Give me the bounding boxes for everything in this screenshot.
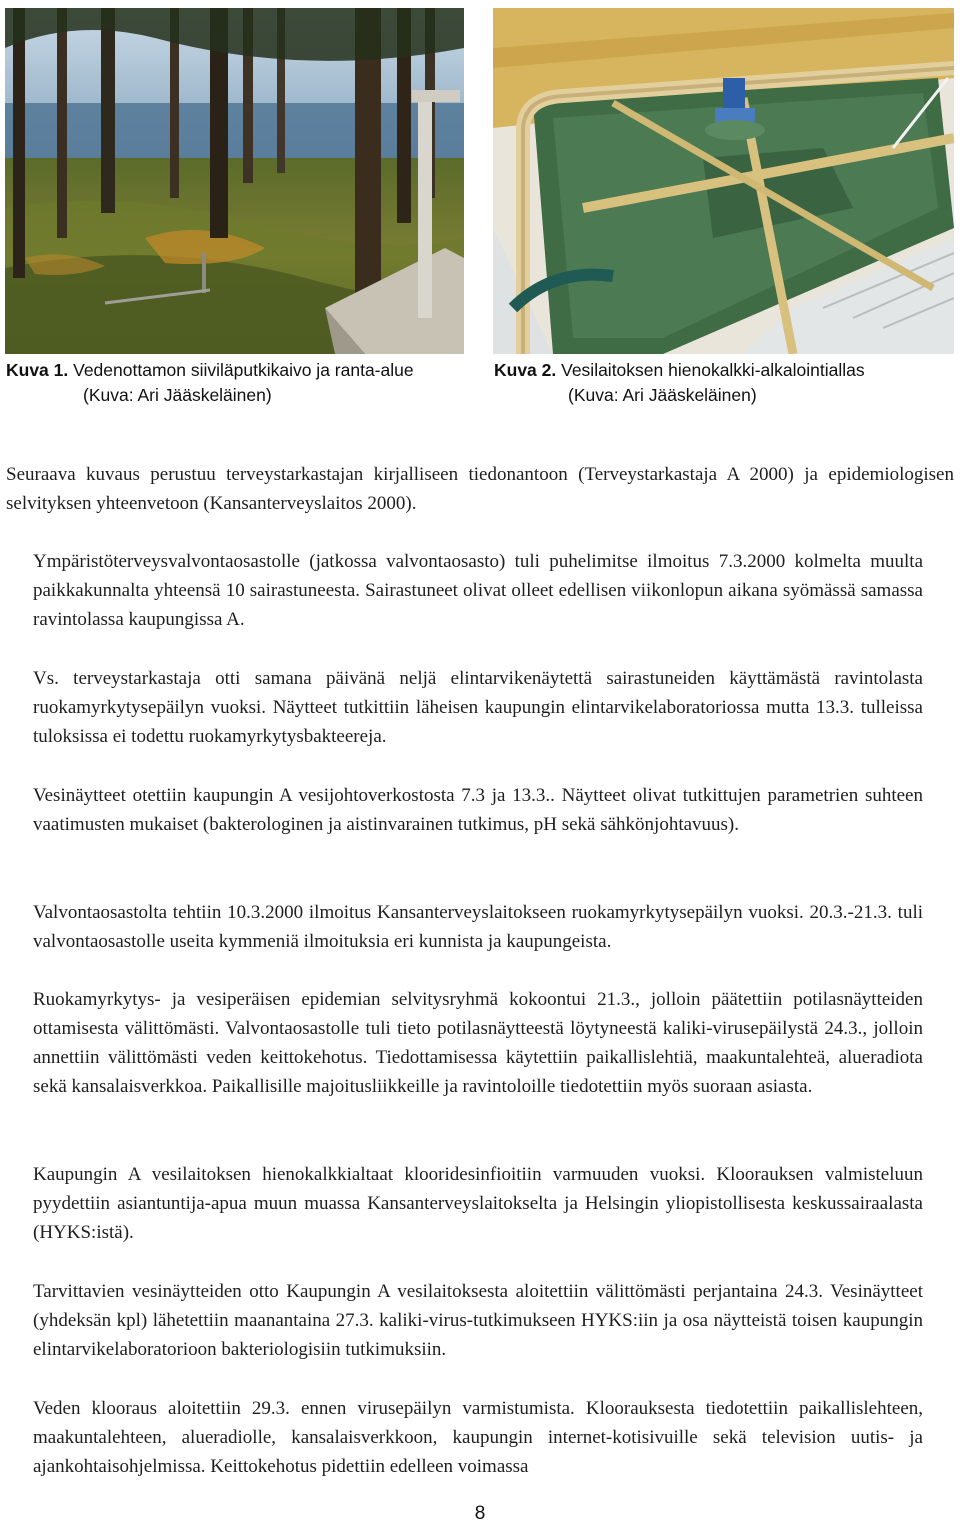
caption-credit: (Kuva: Ari Jääskeläinen) — [83, 385, 272, 405]
paragraph-report: Ympäristöterveysvalvontaosastolle (jatkossa valvontaosasto) tuli puhelimitse ilmoitus 7.3.2000 kolmelta muulta paikkakunnalta yhteensä 10 sairastuneesta. Sairastuneet olivat olleet edellisen viikonlopun aikana syömässä samassa ravintolassa kaupungissa A. — [33, 551, 923, 630]
paragraph-investigation-group: Ruokamyrkytys- ja vesiperäisen epidemian selvitysryhmä kokoontui 21.3., jolloin päätettiin potilasnäytteiden ottamisesta välittömästi. Valvontaosastolle tuli tieto potilasnäytteestä löytyneestä kaliki-virusepäilystä 24.3., jolloin annettiin välittömästi veden keittokehotus. Tiedottamisessa käytettiin paikallislehtiä, maakuntalehteä, alueradiota sekä kansalaisverkkoa. Paikallisille majoitusliikkeille ja ravintoloille tiedotettiin myös suoraan asiasta. — [33, 989, 923, 1097]
intro-paragraph: Seuraava kuvaus perustuu terveystarkastajan kirjalliseen tiedonantoon (Terveystarkastaja A 2000) ja epidemiologisen selvityksen yhteenvetoon (Kansanterveyslaitos 2000). — [6, 464, 954, 514]
paragraph-notification: Valvontaosastolta tehtiin 10.3.2000 ilmoitus Kansanterveyslaitokseen ruokamyrkytysepäilyn vuoksi. 20.3.-21.3. tuli valvontaosastolle useita kymmeniä ilmoituksia eri kunnista ja kaupungeista. — [33, 902, 923, 952]
forest-shore-image — [5, 8, 464, 354]
photo-caption-1 — [6, 358, 486, 408]
photo-basin — [493, 8, 954, 354]
photo-well-shore — [5, 8, 464, 354]
caption-credit: (Kuva: Ari Jääskeläinen) — [568, 385, 757, 405]
paragraph-sampling: Tarvittavien vesinäytteiden otto Kaupungin A vesilaitoksesta aloitettiin välittömästi perjantaina 24.3. Vesinäytteet (yhdeksän kpl) lähetettiin maanantaina 27.3. kaliki-virus-tutkimukseen HYKS:iin ja osa näytteistä toisen kaupungin elintarvikelaboratorioon bakteriologisiin tutkimuksiin. — [33, 1281, 923, 1360]
basin-image — [493, 8, 954, 354]
paragraph-water-samples: Vesinäytteet otettiin kaupungin A vesijohtoverkostosta 7.3 ja 13.3.. Näytteet olivat tutkittujen parametrien suhteen vaatimusten mukaiset (bakterologinen ja aistinvarainen tutkimus, pH sekä sähkönjohtavuus). — [33, 785, 923, 835]
paragraph-chlorination: Veden klooraus aloitettiin 29.3. ennen virusepäilyn varmistumista. Kloorauksesta tiedotettiin paikallislehteen, maakuntalehteen, alueradiolle, kansalaisverkkoon, kaupungin internet-kotisivuille sekä television uutis- ja ajankohtaisohjelmissa. Keittokehotus pidettiin edelleen voimassa — [33, 1398, 923, 1477]
photo-caption-2 — [494, 358, 956, 408]
page-number: 8 — [474, 1503, 486, 1524]
caption-label: Kuva 1. — [6, 360, 69, 380]
caption-text: Vesilaitoksen hienokalkki-alkalointiallas — [556, 360, 865, 380]
caption-text: Vedenottamon siiviläputkikaivo ja ranta-alue — [68, 360, 414, 380]
paragraph-food-samples: Vs. terveystarkastaja otti samana päivänä neljä elintarvikenäytettä sairastuneiden käyttämästä ravintolasta ruokamyrkytysepäilyn vuoksi. Näytteet tutkittiin läheisen kaupungin elintarvikelaboratoriossa mutta 13.3. tulleissa tuloksissa ei todettu ruokamyrkytysbakteereja. — [33, 668, 923, 747]
paragraph-disinfection: Kaupungin A vesilaitoksen hienokalkkialtaat klooridesinfioitiin varmuuden vuoksi. Kloorauksen valmisteluun pyydettiin asiantuntija-apua muun muassa Kansanterveyslaitokselta ja Helsingin yliopistollisesta keskussairaalasta (HYKS:istä). — [33, 1164, 923, 1243]
caption-label: Kuva 2. — [494, 360, 557, 380]
